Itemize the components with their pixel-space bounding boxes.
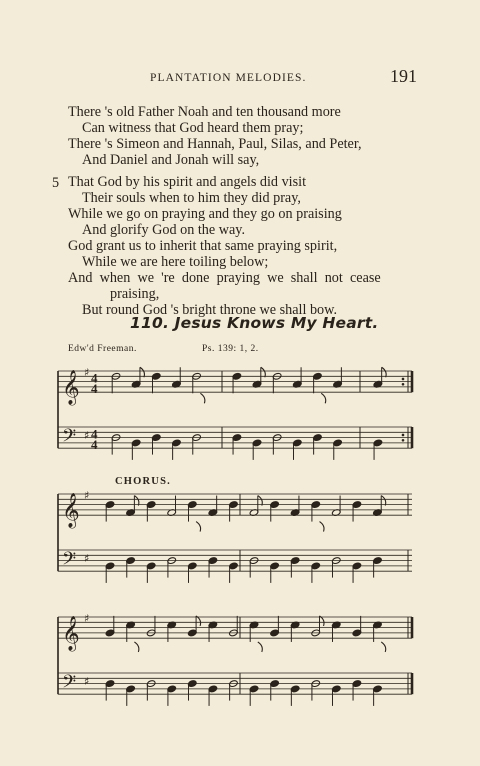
sharp-icon: ♯ — [84, 675, 90, 688]
verse-line: God grant us to inherit that same praying spirit, — [68, 238, 338, 254]
repeat-dot — [402, 378, 405, 381]
verse-line: But round God 's bright throne we shall bow. — [82, 302, 338, 318]
note-flag — [258, 642, 263, 652]
note-flag — [196, 616, 201, 626]
chorus-label: CHORUS. — [115, 476, 171, 487]
repeat-dot — [402, 383, 405, 386]
sharp-icon: ♯ — [84, 489, 90, 502]
note-flag — [321, 393, 326, 403]
time-signature-bottom: 4 — [91, 437, 98, 453]
psalm-reference: Ps. 139: 1, 2. — [202, 344, 259, 354]
hymn-author: Edw'd Freeman. — [68, 344, 137, 354]
treble-clef-icon: 𝄞 — [62, 493, 80, 529]
page-number: 191 — [390, 66, 417, 86]
sharp-icon: ♯ — [84, 366, 90, 379]
time-signature-top: 4 — [91, 426, 98, 442]
bass-clef-icon: 𝄢 — [62, 425, 77, 451]
verse-line: There 's old Father Noah and ten thousand more — [68, 104, 341, 120]
running-title: PLANTATION MELODIES. — [150, 72, 307, 84]
note-flag — [258, 496, 263, 506]
verse-line: That God by his spirit and angels did visit — [68, 174, 307, 190]
note-flag — [261, 367, 266, 377]
stanza-number: 5 — [52, 175, 60, 191]
verse-line: And when we 're done praying we shall not cease — [68, 270, 381, 286]
note-flag — [320, 522, 325, 532]
verse-line: praising, — [110, 286, 160, 302]
verse-line: Can witness that God heard them pray; — [82, 120, 304, 136]
time-signature-top: 4 — [91, 370, 98, 386]
treble-clef-icon: 𝄞 — [62, 616, 80, 652]
bass-clef-icon: 𝄢 — [62, 671, 77, 697]
repeat-dot — [402, 439, 405, 442]
verse-line: There 's Simeon and Hannah, Paul, Silas, and Peter, — [68, 136, 362, 152]
note-flag — [134, 642, 139, 652]
verse-line: Their souls when to him they did pray, — [82, 190, 301, 206]
note-flag — [196, 522, 201, 532]
repeat-dot — [402, 434, 405, 437]
treble-clef-icon: 𝄞 — [62, 370, 80, 406]
time-signature-bottom: 4 — [91, 381, 98, 397]
verse-line: And glorify God on the way. — [82, 222, 245, 238]
note-flag — [381, 496, 386, 506]
note-flag — [381, 642, 386, 652]
note-flag — [200, 393, 205, 403]
sharp-icon: ♯ — [84, 612, 90, 625]
verse-line: While we go on praying and they go on praising — [68, 206, 342, 222]
sharp-icon: ♯ — [84, 429, 90, 442]
sharp-icon: ♯ — [84, 552, 90, 565]
note-flag — [320, 616, 325, 626]
bass-clef-icon: 𝄢 — [62, 548, 77, 574]
hymn-title: 110. Jesus Knows My Heart. — [130, 314, 379, 332]
note-flag — [134, 496, 139, 506]
note-flag — [140, 367, 145, 377]
note-flag — [382, 367, 387, 377]
verse-line: While we are here toiling below; — [82, 254, 269, 270]
verse-line: And Daniel and Jonah will say, — [82, 152, 260, 168]
